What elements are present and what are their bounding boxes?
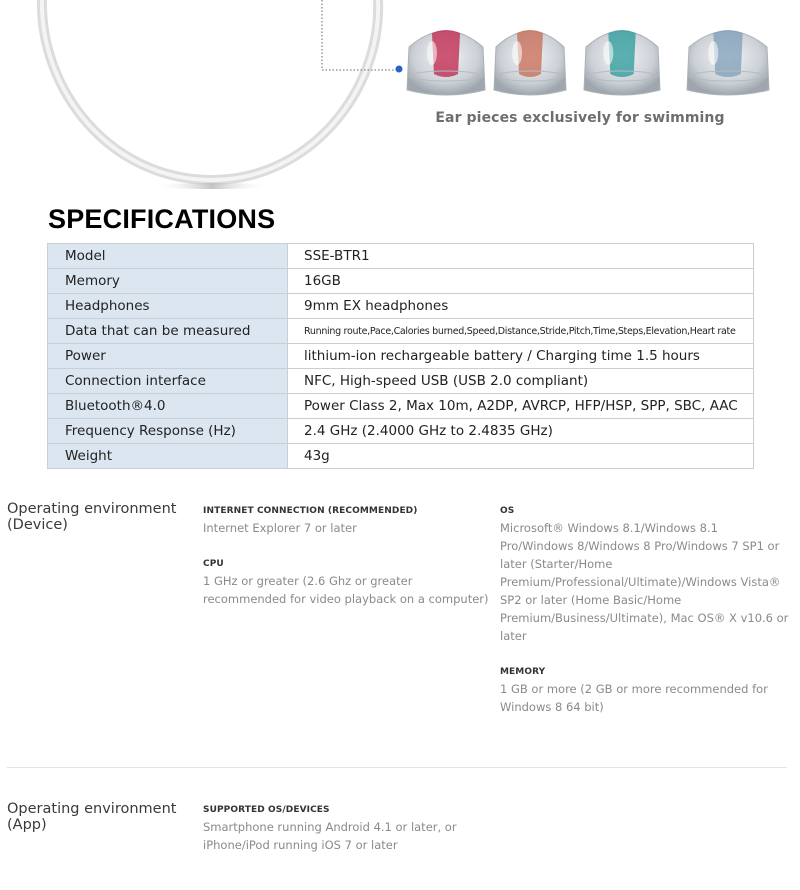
- spec-label: Connection interface: [48, 369, 288, 394]
- product-illustration: [0, 0, 800, 200]
- os-text: Microsoft® Windows 8.1/Windows 8.1 Pro/Windows 8/Windows 8 Pro/Windows 7 SP1 or later (Starter/Home Premium/Professional/Ultimate)/Windows Vista® SP2 or later (Home Basic/Home Premium/Business/Ultimate), Mac OS® X v10.6 or later: [500, 521, 789, 643]
- device-env-label-line1: Operating environment: [7, 501, 177, 517]
- app-env-label: [7, 801, 176, 833]
- eartip-4: [687, 30, 769, 95]
- supported-heading: SUPPORTED OS/DEVICES: [203, 805, 330, 815]
- spec-value: SSE-BTR1: [288, 244, 754, 269]
- eartip-2: [494, 30, 566, 95]
- product-image-area: [0, 0, 800, 200]
- memory-text: 1 GB or more (2 GB or more recommended for Windows 8 64 bit): [500, 682, 768, 714]
- spec-value: lithium-ion rechargeable battery / Charging time 1.5 hours: [288, 344, 754, 369]
- spec-value: 2.4 GHz (2.4000 GHz to 2.4835 GHz): [288, 419, 754, 444]
- device-env-label-line2: (Device): [7, 517, 68, 533]
- internet-text: Internet Explorer 7 or later: [203, 521, 357, 535]
- spec-label: Frequency Response (Hz): [48, 419, 288, 444]
- os-heading: OS: [500, 506, 515, 516]
- supported-text: Smartphone running Android 4.1 or later, or iPhone/iPod running iOS 7 or later: [203, 820, 457, 852]
- specifications-table: [47, 243, 754, 469]
- spec-row-connection: [48, 369, 754, 394]
- spec-value: NFC, High-speed USB (USB 2.0 compliant): [288, 369, 754, 394]
- spec-label: Memory: [48, 269, 288, 294]
- spec-row-weight: [48, 444, 754, 469]
- cpu-text: 1 GHz or greater (2.6 Ghz or greater recommended for video playback on a computer): [203, 574, 489, 606]
- specifications-heading: SPECIFICATIONS: [48, 204, 276, 234]
- app-env-label-line1: Operating environment: [7, 801, 177, 817]
- memory-heading: MEMORY: [500, 667, 546, 677]
- spec-label: Power: [48, 344, 288, 369]
- spec-row-bluetooth: [48, 394, 754, 419]
- spec-value: Power Class 2, Max 10m, A2DP, AVRCP, HFP/HSP, SPP, SBC, AAC: [288, 394, 754, 419]
- spec-label: Data that can be measured: [48, 319, 288, 344]
- spec-label: Weight: [48, 444, 288, 469]
- eartip-3: [584, 30, 660, 95]
- cpu-heading: CPU: [203, 559, 224, 569]
- spec-value: 16GB: [288, 269, 754, 294]
- eartips-group: [407, 30, 769, 95]
- eartip-1: [407, 30, 485, 95]
- app-env-label-line2: (App): [7, 817, 47, 833]
- device-env-label: [7, 501, 176, 533]
- spec-row-headphones: [48, 294, 754, 319]
- section-divider: [7, 767, 787, 768]
- spec-row-measured-data: [48, 319, 754, 344]
- spec-value: 43g: [288, 444, 754, 469]
- eartips-caption: Ear pieces exclusively for swimming: [435, 110, 725, 126]
- spec-label: Headphones: [48, 294, 288, 319]
- spec-row-frequency: [48, 419, 754, 444]
- spec-row-model: [48, 244, 754, 269]
- neckband-loop: [42, 0, 378, 189]
- spec-value: Running route,Pace,Calories burned,Speed,Distance,Stride,Pitch,Time,Steps,Elevation,Heart rate: [288, 319, 754, 344]
- spec-label: Model: [48, 244, 288, 269]
- spec-row-power: [48, 344, 754, 369]
- leader-line: [322, 0, 403, 73]
- spec-label: Bluetooth®4.0: [48, 394, 288, 419]
- internet-heading: INTERNET CONNECTION (RECOMMENDED): [203, 506, 418, 516]
- spec-row-memory: [48, 269, 754, 294]
- spec-value: 9mm EX headphones: [288, 294, 754, 319]
